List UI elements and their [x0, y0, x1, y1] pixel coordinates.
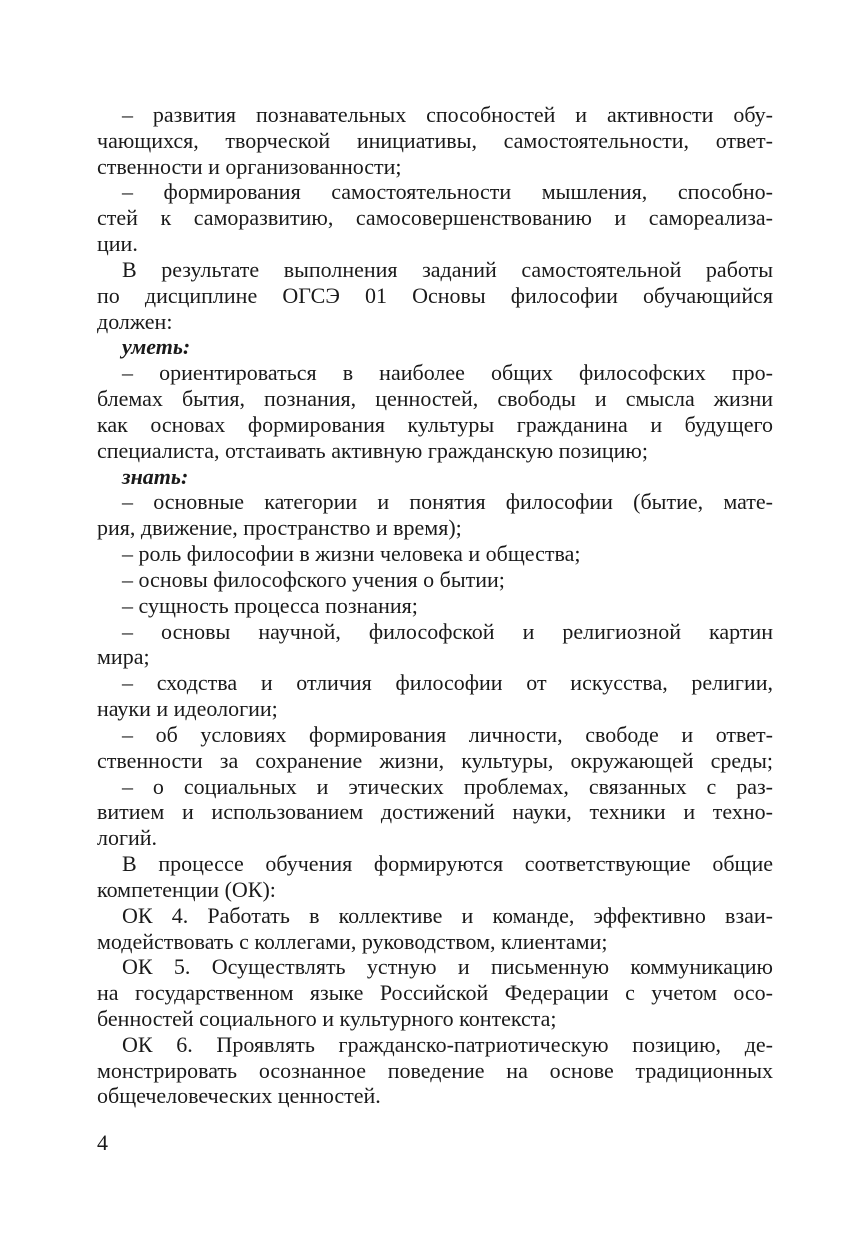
- section-heading-umet: уметь:: [122, 334, 191, 360]
- text-line: общечеловеческих ценностей.: [97, 1083, 381, 1109]
- text-line: – основы научной, философской и религиозной картин: [122, 618, 773, 644]
- page-body: [97, 102, 773, 1109]
- text-line: рия, движение, пространство и время);: [97, 515, 462, 541]
- text-line: логий.: [97, 825, 158, 851]
- text-line: ственности за сохранение жизни, культуры, окружающей среды;: [97, 747, 773, 773]
- page-number: 4: [97, 1130, 108, 1155]
- text-line: – ориентироваться в наиболее общих философских про-: [122, 360, 773, 386]
- text-line: витием и использованием достижений науки, техники и техно-: [97, 799, 773, 825]
- text-line: – роль философии в жизни человека и общества;: [122, 541, 581, 567]
- text-line: – о социальных и этических проблемах, связанных с раз-: [122, 773, 773, 799]
- text-line: компетенции (ОК):: [97, 876, 276, 902]
- text-line: блемах бытия, познания, ценностей, свободы и смысла жизни: [97, 386, 773, 412]
- text-line: должен:: [97, 308, 173, 334]
- text-line: – сходства и отличия философии от искусства, религии,: [122, 670, 773, 696]
- text-line: – сущность процесса познания;: [122, 592, 418, 618]
- text-line: на государственном языке Российской Федерации с учетом осо-: [97, 980, 773, 1006]
- text-line: чающихся, творческой инициативы, самостоятельности, ответ-: [97, 127, 773, 153]
- text-line: по дисциплине ОГСЭ 01 Основы философии обучающийся: [97, 282, 773, 308]
- text-line: стей к саморазвитию, самосовершенствованию и самореализа-: [97, 205, 773, 231]
- text-line: монстрировать осознанное поведение на основе традиционных: [97, 1057, 773, 1083]
- text-line: – об условиях формирования личности, свободе и ответ-: [122, 721, 773, 747]
- text-line: – формирования самостоятельности мышления, способно-: [122, 179, 773, 205]
- text-line: – основы философского учения о бытии;: [122, 566, 505, 592]
- text-line: ственности и организованности;: [97, 153, 402, 179]
- text-line: В процессе обучения формируются соответствующие общие: [122, 851, 773, 877]
- text-line: специалиста, отстаивать активную гражданскую позицию;: [97, 437, 648, 463]
- text-line: ОК 5. Осуществлять устную и письменную коммуникацию: [122, 954, 773, 980]
- section-heading-znat: знать:: [122, 463, 189, 489]
- text-line: ОК 6. Проявлять гражданско-патриотическую позицию, де-: [122, 1031, 773, 1057]
- text-line: как основах формирования культуры гражданина и будущего: [97, 411, 773, 437]
- text-line: ции.: [97, 231, 138, 257]
- text-line: науки и идеологии;: [97, 696, 278, 722]
- text-line: модействовать с коллегами, руководством, клиентами;: [97, 928, 608, 954]
- text-line: В результате выполнения заданий самостоятельной работы: [122, 256, 773, 282]
- text-line: – развития познавательных способностей и активности обу-: [122, 102, 773, 127]
- text-line: мира;: [97, 644, 150, 670]
- text-line: ОК 4. Работать в коллективе и команде, эффективно взаи-: [122, 902, 773, 928]
- text-line: – основные категории и понятия философии (бытие, мате-: [122, 489, 773, 515]
- text-line: бенностей социального и культурного контекста;: [97, 1005, 557, 1031]
